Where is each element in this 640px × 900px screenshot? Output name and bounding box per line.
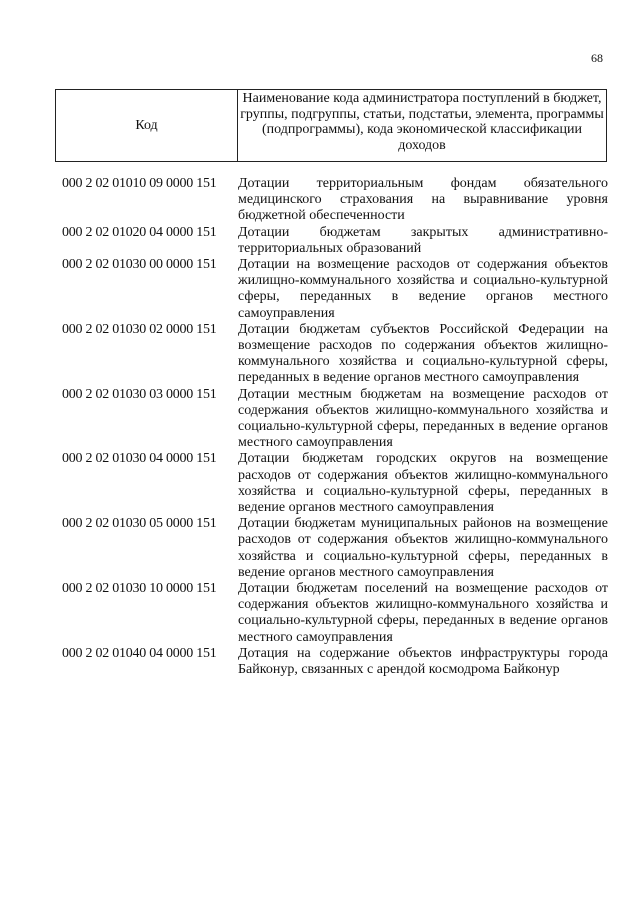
page-number: 68 — [591, 51, 603, 65]
row-code: 000 2 02 01040 04 0000 151 — [62, 645, 217, 661]
row-code: 000 2 02 01030 00 0000 151 — [62, 257, 217, 273]
row-name: Дотации на возмещение расходов от содержания объектов жилищно-коммунального хозяйства и социально-культурной сферы, переданных в ведение органов местного самоуправления — [238, 257, 608, 321]
table-row — [62, 257, 608, 322]
row-name: Дотации бюджетам закрытых административно-территориальных образований — [238, 224, 608, 256]
table-row — [62, 646, 608, 678]
row-code: 000 2 02 01030 02 0000 151 — [62, 321, 217, 337]
row-code: 000 2 02 01030 04 0000 151 — [62, 451, 217, 467]
classification-list — [62, 176, 608, 678]
row-code: 000 2 02 01030 10 0000 151 — [62, 581, 217, 597]
table-row — [62, 176, 608, 225]
row-code: 000 2 02 01030 03 0000 151 — [62, 386, 217, 402]
table-row — [62, 387, 608, 452]
table-row — [62, 451, 608, 516]
row-name: Дотации территориальным фондам обязательного медицинского страхования на выравнивание уровня бюджетной обеспеченности — [238, 176, 608, 224]
row-name: Дотации бюджетам поселений на возмещение расходов от содержания объектов жилищно-коммунального хозяйства и социально-культурной сферы, переданных в ведение органов местного самоуправления — [238, 581, 608, 645]
row-name: Дотация на содержание объектов инфраструктуры города Байконур, связанных с арендой космодрома Байконур — [238, 645, 608, 678]
table-row — [62, 225, 608, 257]
table-row — [62, 581, 608, 646]
code-column-header: Код — [56, 90, 238, 161]
table-header — [55, 89, 607, 162]
row-name: Дотации бюджетам городских округов на возмещение расходов от содержания объектов жилищно-коммунального хозяйства и социально-культурной сферы, переданных в ведение органов местного самоуправления — [238, 451, 608, 516]
name-column-header: Наименование кода администратора поступлений в бюджет, группы, подгруппы, статьи, подстатьи, элемента, программы (подпрограммы), кода экономической классификации доходов — [240, 91, 604, 153]
row-name: Дотации бюджетам муниципальных районов на возмещение расходов от содержания объектов жилищно-коммунального хозяйства и социально-культурной сферы, переданных в ведение органов местного самоуправления — [238, 516, 608, 580]
row-code: 000 2 02 01010 09 0000 151 — [62, 176, 217, 191]
row-name: Дотации местным бюджетам на возмещение расходов от содержания объектов жилищно-коммунального хозяйства и социально-культурной сферы, переданных в ведение органов местного самоуправления — [238, 386, 608, 451]
table-row — [62, 322, 608, 387]
table-row — [62, 516, 608, 581]
row-code: 000 2 02 01030 05 0000 151 — [62, 516, 217, 532]
row-code: 000 2 02 01020 04 0000 151 — [62, 224, 217, 240]
row-name: Дотации бюджетам субъектов Российской Федерации на возмещение расходов по содержания объектов жилищно-коммунального хозяйства и социально-культурной сферы, переданных в ведение органов местного самоуправления — [238, 321, 608, 386]
